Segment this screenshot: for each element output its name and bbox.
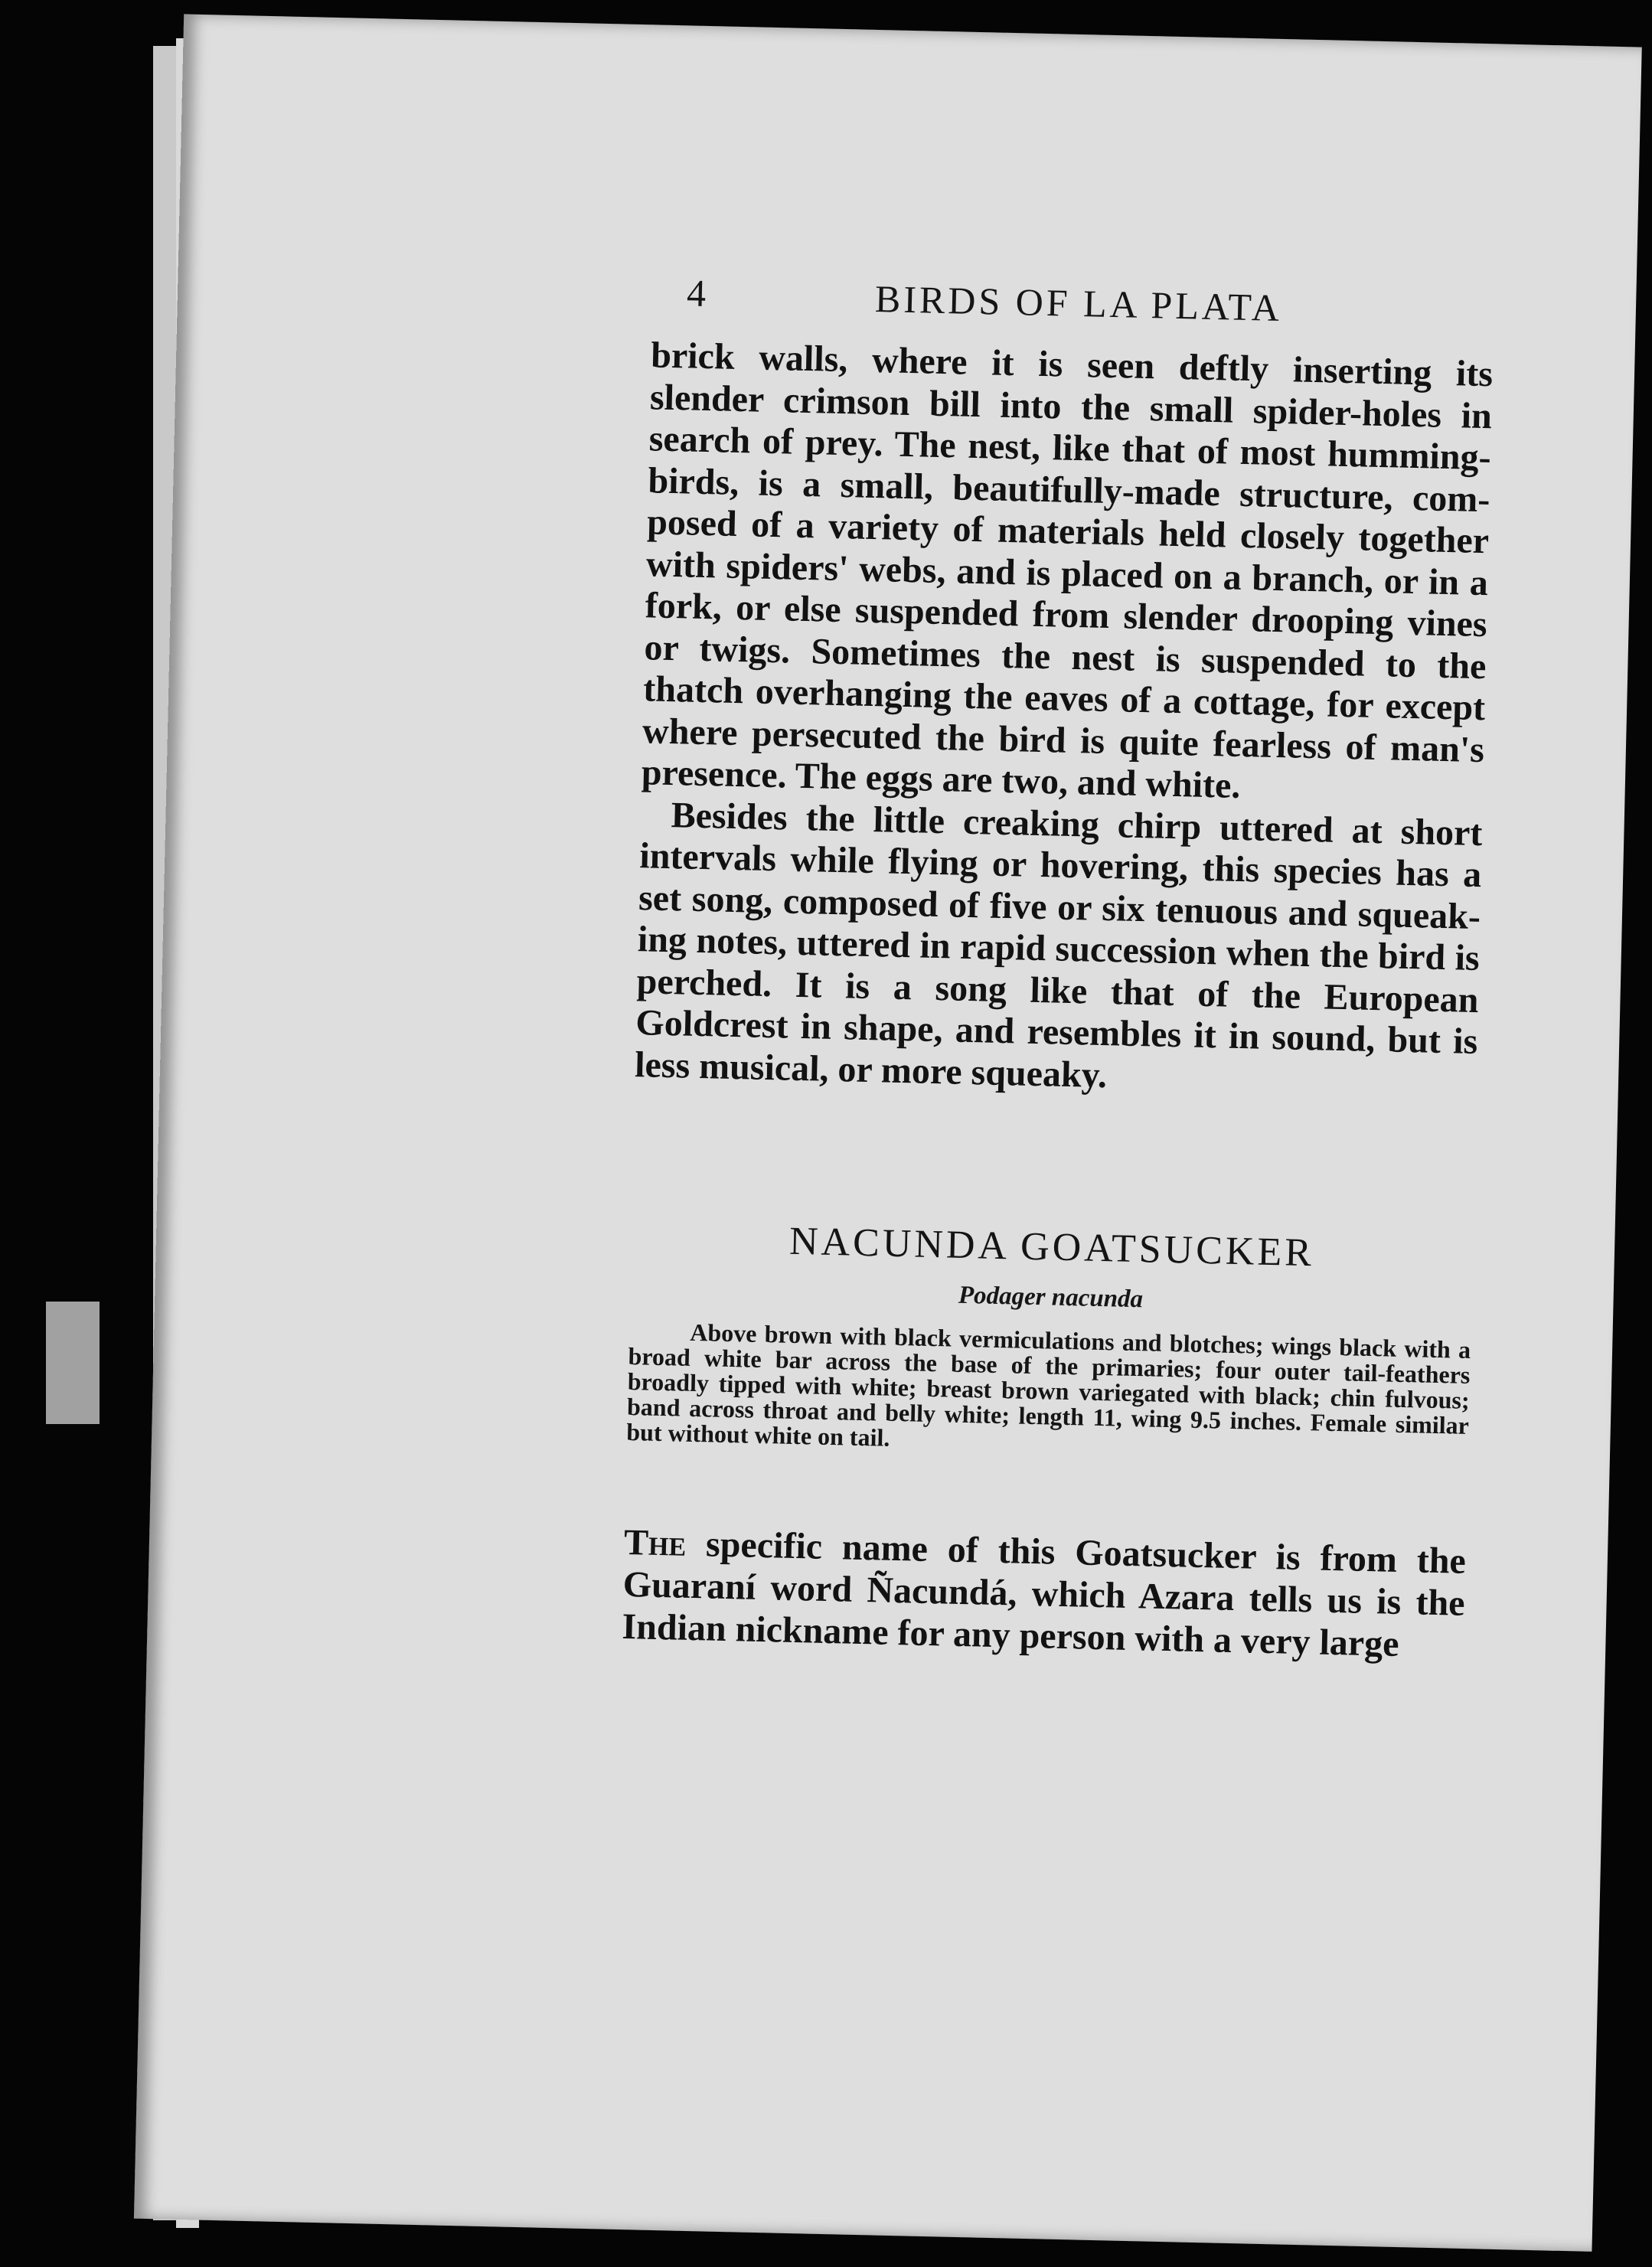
running-title: BIRDS OF LA PLATA <box>874 276 1283 330</box>
page-number: 4 <box>686 271 710 315</box>
lead-word: The <box>623 1521 687 1564</box>
section-heading: NACUNDA GOATSUCKER <box>788 1219 1315 1276</box>
paragraph <box>622 1521 1466 1667</box>
paragraph: Besides the little creaking chirp uttered at short intervals while flying or hovering, this species has a set song, composed of five or six tenuous and squeak-ing notes, uttered in rapid succession when the bird is perched. It is a song like that of the European Goldcrest in shape, and resembles it in sound, but is less musical, or more squeaky. <box>634 794 1484 1096</box>
species-name: Podager nacunda <box>958 1281 1144 1314</box>
book-page <box>134 14 1642 2251</box>
running-head <box>686 270 1544 343</box>
paragraph: brick walls, where it is seen deftly inserting its slender crimson bill into the small spider-holes in search of prey. The nest, like that of most humming-birds, is a small, beautifully-made structure, com-posed of a variety of materials held closely together with spiders' webs, and is placed on a branch, or in a fork, or else suspended from slender drooping vines or twigs. Sometimes the nest is suspended to the thatch overhanging the eaves of a cottage, for except where persecuted the bird is quite fearless of man's presence. The eggs are two, and white. <box>641 335 1494 806</box>
body-text <box>635 335 1494 1105</box>
book-binding-fragment <box>46 1302 100 1424</box>
description-text: Above brown with black vermiculations and blotches; wings black with a broad white bar across the base of the primaries; four outer tail-feathers broadly tipped with white; breast brown variegated with black; chin fulvous; band across throat and belly white; length 11, wing 9.5 inches. Female similar but without white on tail. <box>625 1318 1471 1452</box>
section-text <box>622 1521 1466 1667</box>
species-description <box>626 1318 1471 1464</box>
paragraph-text: specific name of this Goatsucker is from the Guaraní word Ñacundá, which Azara tells us is the Indian nickname for any person with a very large <box>622 1524 1467 1664</box>
